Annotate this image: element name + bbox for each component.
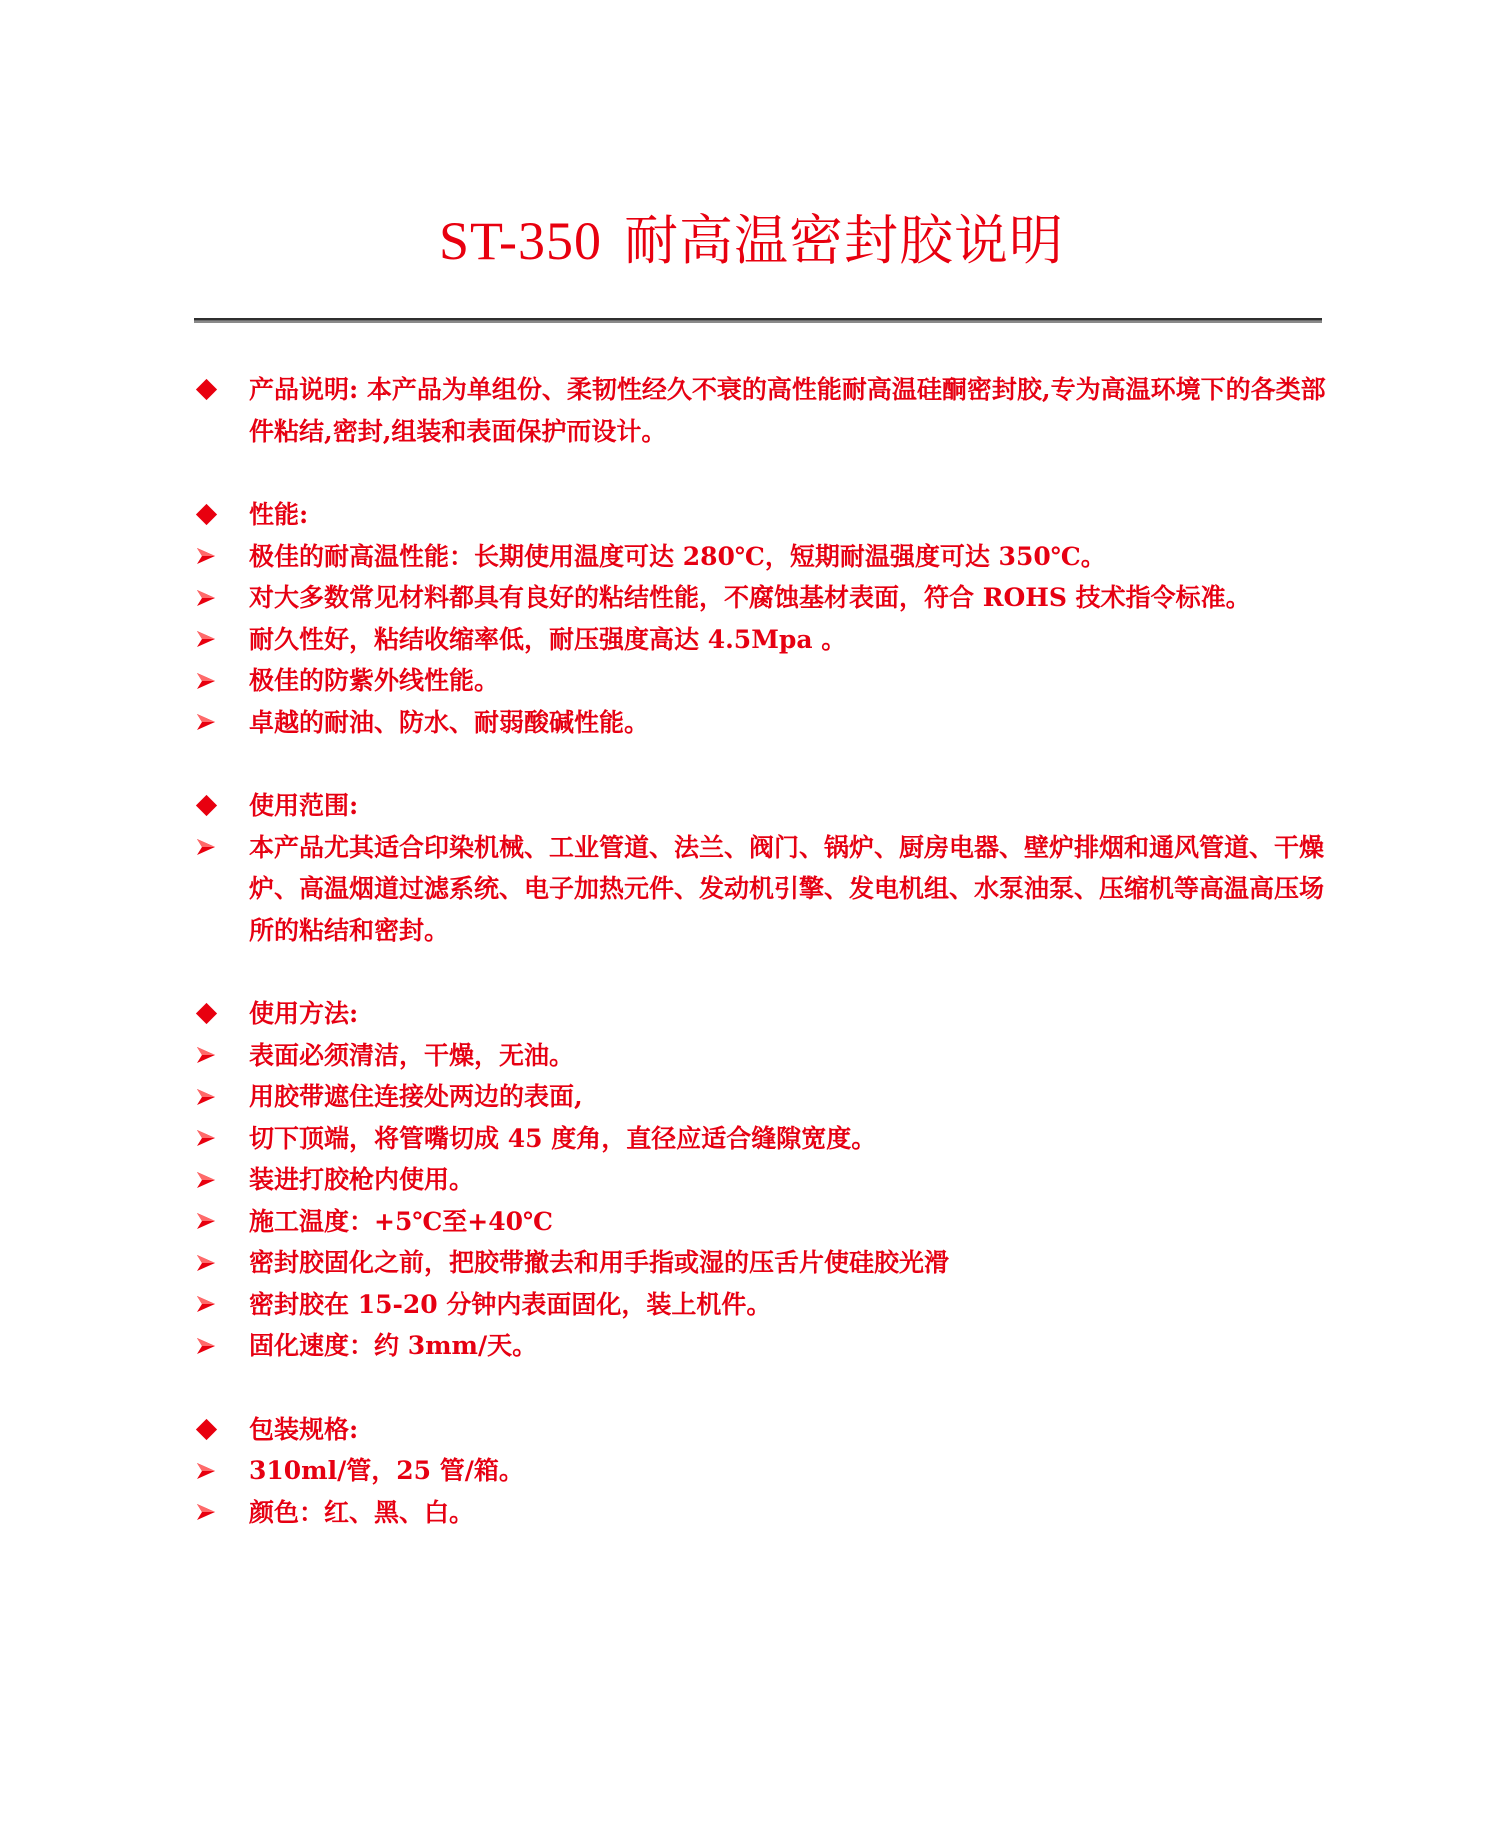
list-item <box>194 1035 1334 1077</box>
list-item <box>194 1118 1334 1160</box>
arrowhead-icon <box>194 1118 249 1160</box>
list-item <box>194 827 1334 952</box>
list-item <box>194 1325 1334 1367</box>
scan-bleed-through <box>150 1560 950 1820</box>
arrowhead-icon <box>194 1450 249 1492</box>
section-heading-label: 使用范围: <box>249 791 359 820</box>
list-item <box>194 536 1334 578</box>
list-item-text: 本产品尤其适合印染机械、工业管道、法兰、阀门、锅炉、厨房电器、壁炉排烟和通风管道、干燥炉、高温烟道过滤系统、电子加热元件、发动机引擎、发电机组、水泵油泵、压缩机等高温高压场所的粘结和密封。 <box>249 832 1325 945</box>
product-code: ST-350 <box>438 211 603 271</box>
arrowhead-icon <box>194 660 249 702</box>
list-item-text: 极佳的防紫外线性能。 <box>249 666 500 695</box>
arrowhead-icon <box>194 1201 249 1243</box>
section-heading <box>194 1409 1334 1451</box>
page-title <box>0 206 1503 276</box>
document-body <box>194 369 1334 1575</box>
arrowhead-icon <box>194 577 249 619</box>
list-item-text: 卓越的耐油、防水、耐弱酸碱性能。 <box>249 707 650 737</box>
diamond-icon <box>194 993 249 1035</box>
section-heading-label: 包装规格: <box>249 1414 359 1444</box>
arrowhead-icon <box>194 1284 249 1326</box>
list-item <box>194 1450 1334 1492</box>
diamond-icon <box>194 1409 249 1451</box>
list-item-text: 颜色：红、黑、白。 <box>249 1497 475 1527</box>
arrowhead-icon <box>194 1492 249 1534</box>
list-item <box>194 702 1334 744</box>
list-item-text: 装进打胶枪内使用。 <box>249 1165 475 1194</box>
arrowhead-icon <box>194 1242 249 1284</box>
arrowhead-icon <box>194 1159 249 1201</box>
list-item-text: 固化速度：约 3mm/天。 <box>249 1331 538 1360</box>
section-heading <box>194 993 1334 1035</box>
section-application-scope <box>194 785 1334 951</box>
title-divider <box>194 318 1322 323</box>
diamond-icon <box>194 494 249 536</box>
list-item-text: 用胶带遮住连接处两边的表面, <box>249 1082 583 1111</box>
diamond-icon <box>194 369 249 411</box>
arrowhead-icon <box>194 702 249 744</box>
section-heading-label: 使用方法: <box>249 999 359 1028</box>
list-item-text: 表面必须清洁，干燥，无油。 <box>249 1040 575 1070</box>
list-item-text: 耐久性好，粘结收缩率低，耐压强度高达 4.5Mpa 。 <box>249 624 847 654</box>
list-item-text: 施工温度：+5℃至+40℃ <box>249 1206 553 1236</box>
section-heading-label: 性能: <box>249 500 309 529</box>
arrowhead-icon <box>194 1035 249 1077</box>
list-item-text: 切下顶端，将管嘴切成 45 度角，直径应适合缝隙宽度。 <box>249 1123 877 1153</box>
section-heading <box>194 369 1334 452</box>
arrowhead-icon <box>194 536 249 578</box>
list-item-text: 密封胶在 15-20 分钟内表面固化，装上机件。 <box>249 1289 772 1319</box>
section-usage-method <box>194 993 1334 1367</box>
list-item <box>194 577 1334 619</box>
section-heading <box>194 494 1334 536</box>
list-item-text: 密封胶固化之前，把胶带撤去和用手指或湿的压舌片使硅胶光滑 <box>249 1248 950 1277</box>
list-item <box>194 619 1334 661</box>
section-heading <box>194 785 1334 827</box>
list-item <box>194 660 1334 702</box>
diamond-icon <box>194 785 249 827</box>
list-item-text: 极佳的耐高温性能：长期使用温度可达 280℃，短期耐温强度可达 350℃。 <box>249 541 1106 571</box>
arrowhead-icon <box>194 619 249 661</box>
list-item <box>194 1492 1334 1534</box>
list-item <box>194 1284 1334 1326</box>
arrowhead-icon <box>194 827 249 869</box>
section-performance <box>194 494 1334 743</box>
list-item <box>194 1076 1334 1118</box>
section-packaging <box>194 1409 1334 1534</box>
list-item <box>194 1242 1334 1284</box>
product-description-text: 产品说明: 本产品为单组份、柔韧性经久不衰的高性能耐高温硅酮密封胶,专为高温环境下的各类部件粘结,密封,组装和表面保护而设计。 <box>249 375 1326 446</box>
list-item-text: 对大多数常见材料都具有良好的粘结性能，不腐蚀基材表面，符合 ROHS 技术指令标准。 <box>249 583 1251 612</box>
list-item <box>194 1201 1334 1243</box>
list-item <box>194 1159 1334 1201</box>
list-item-text: 310ml/管，25 管/箱。 <box>249 1456 524 1485</box>
arrowhead-icon <box>194 1325 249 1367</box>
title-text: 耐高温密封胶说明 <box>624 211 1065 271</box>
section-product-description <box>194 369 1334 452</box>
arrowhead-icon <box>194 1076 249 1118</box>
